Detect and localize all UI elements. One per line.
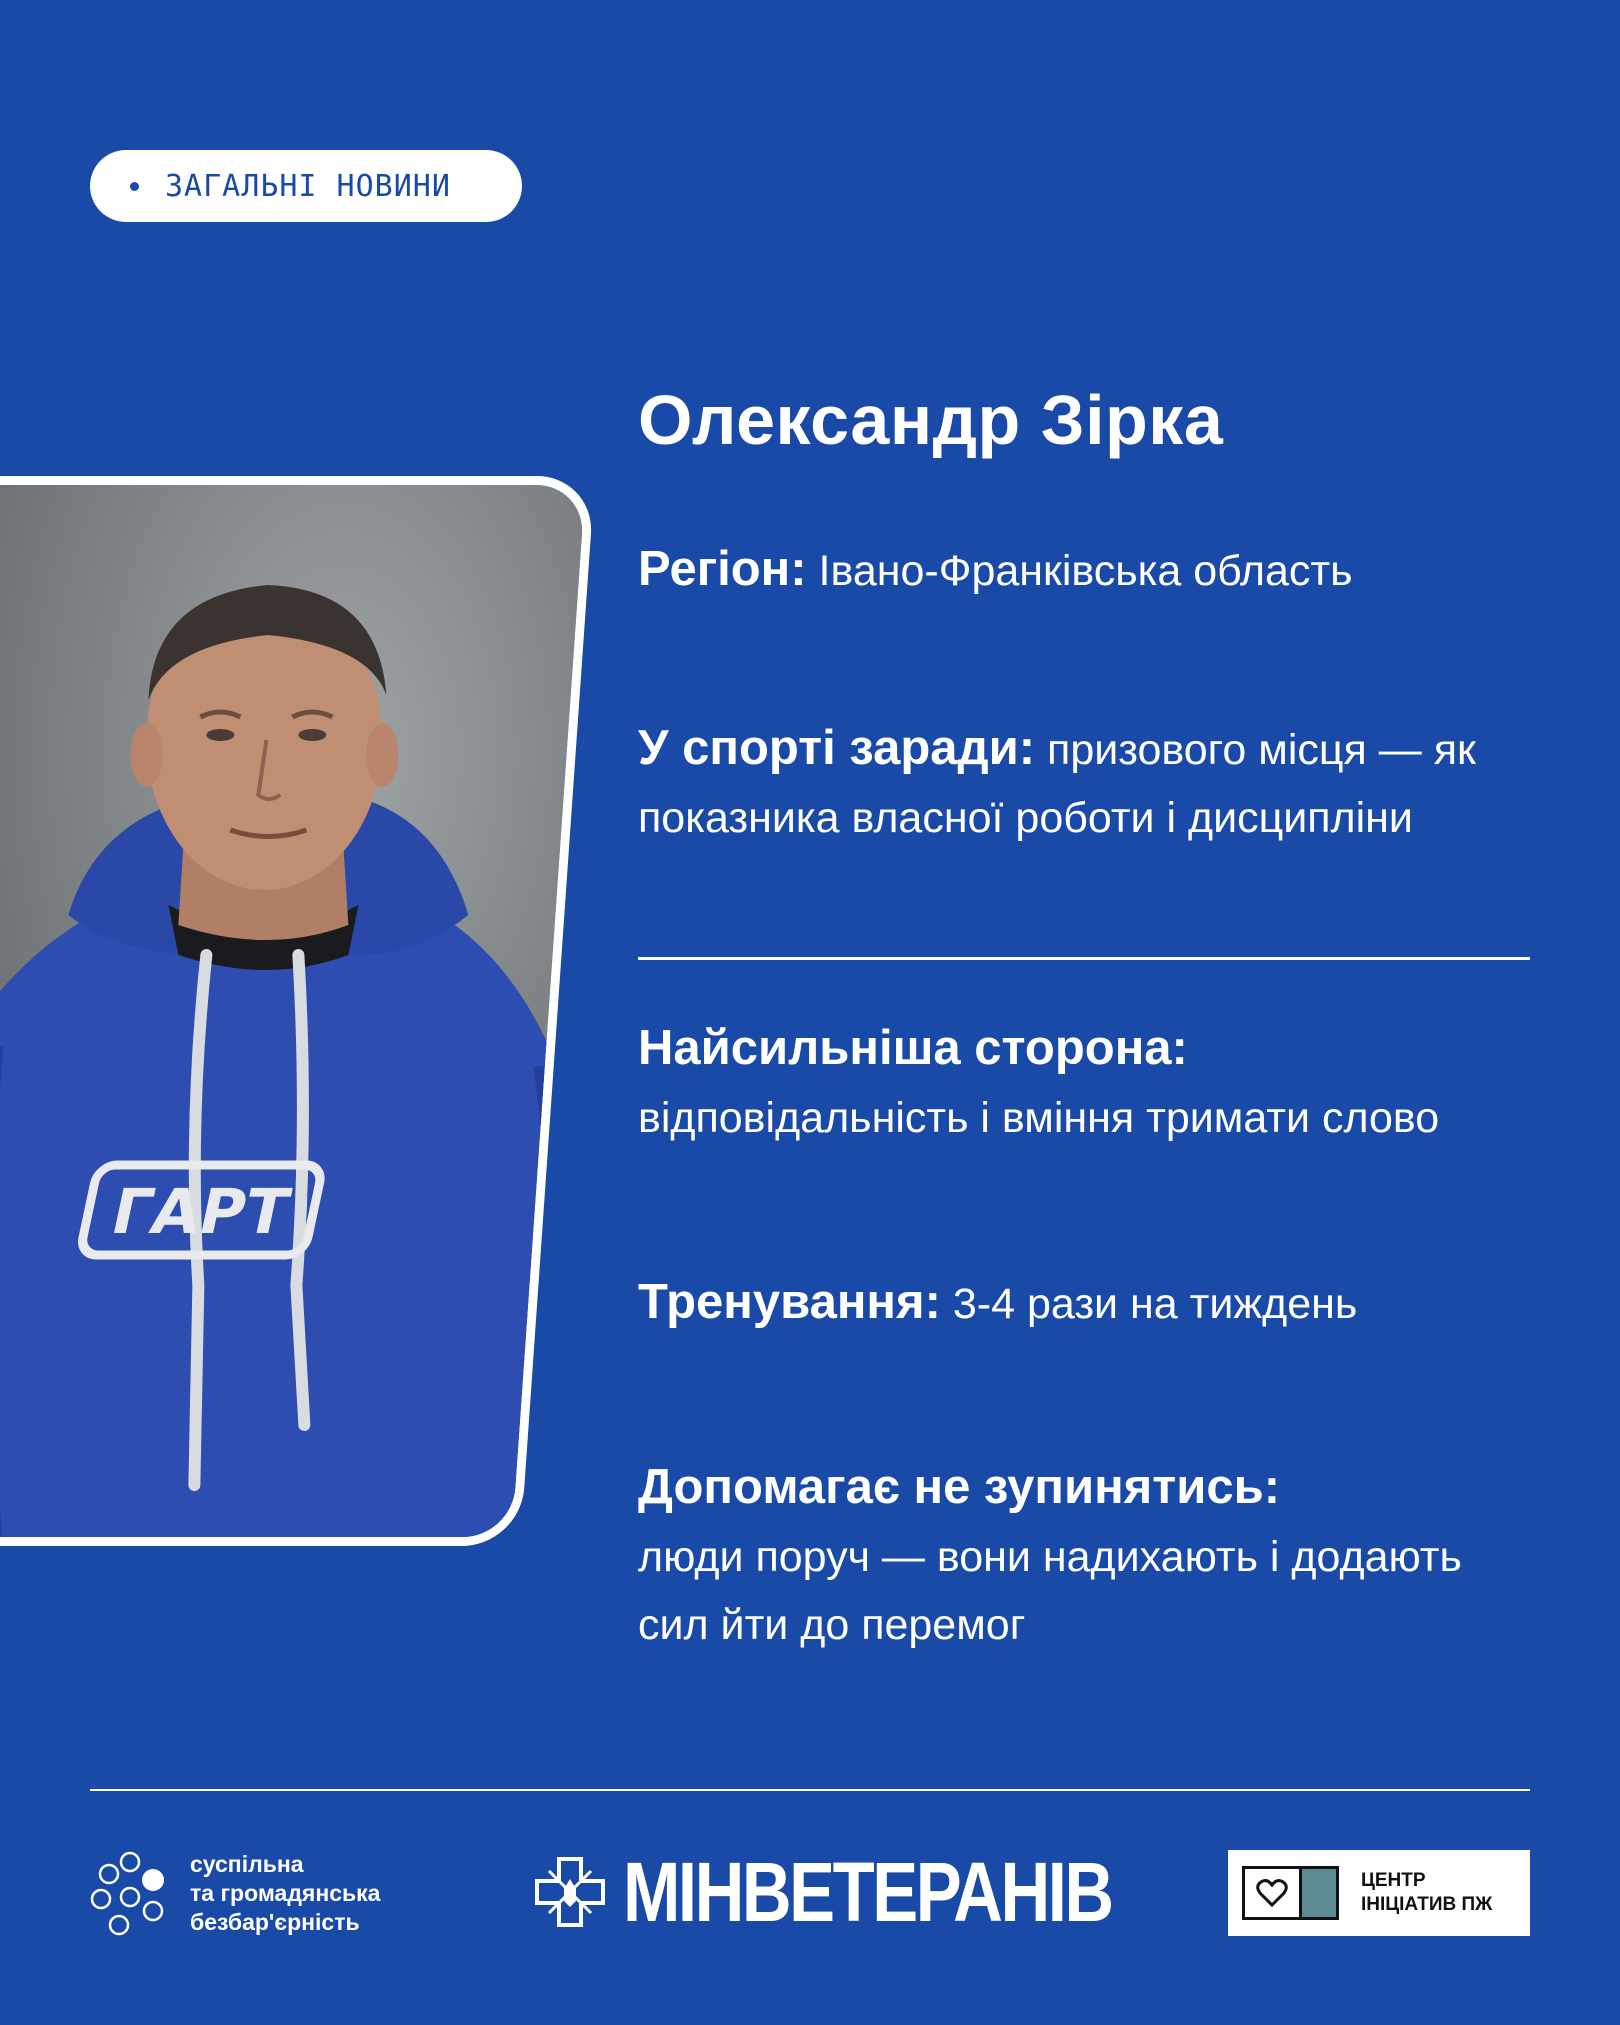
keeps-going-block bbox=[638, 1453, 1538, 1659]
sport-for-value: призового місця — як показника власної роботи і дисципліни bbox=[638, 726, 1476, 842]
footer-divider bbox=[90, 1789, 1530, 1791]
ministry-logo bbox=[535, 1845, 1219, 1939]
region-value: Івано-Франківська область bbox=[818, 547, 1353, 595]
keeps-going-label: Допомагає не зупинятись: bbox=[638, 1460, 1281, 1514]
portrait-illustration bbox=[0, 485, 595, 1546]
training-block bbox=[638, 1268, 1538, 1338]
initiatives-line2: ІНІЦІАТИВ ПЖ bbox=[1361, 1894, 1493, 1915]
region-block bbox=[638, 535, 1538, 605]
category-tag-label: ЗАГАЛЬНІ НОВИНИ bbox=[165, 168, 451, 204]
region-label: Регіон: bbox=[638, 542, 807, 596]
barrier-free-line1: суспільна bbox=[190, 1851, 304, 1877]
hoodie-print: ГАРТ bbox=[105, 1175, 296, 1248]
initiatives-center-logo bbox=[1228, 1850, 1530, 1936]
heart-icon bbox=[1256, 1878, 1288, 1908]
sport-for-label: У спорті заради: bbox=[638, 721, 1036, 775]
barrier-free-logo bbox=[90, 1850, 380, 1937]
sport-for-block bbox=[638, 714, 1538, 852]
circles-logo-icon bbox=[90, 1851, 170, 1937]
barrier-free-line3: безбар'єрність bbox=[190, 1909, 360, 1935]
training-value: 3-4 рази на тиждень bbox=[952, 1280, 1358, 1328]
keeps-going-value: люди поруч — вони надихають і додають сил йти до перемог bbox=[638, 1533, 1462, 1649]
category-tag bbox=[90, 150, 522, 222]
training-label: Тренування: bbox=[638, 1275, 941, 1329]
portrait-photo bbox=[0, 476, 595, 1546]
bullet-dot-icon bbox=[130, 182, 139, 191]
barrier-free-line2: та громадянська bbox=[190, 1880, 381, 1906]
person-name: Олександр Зірка bbox=[638, 381, 1224, 459]
section-divider bbox=[638, 957, 1530, 960]
strongest-label: Найсильніша сторона: bbox=[638, 1021, 1188, 1075]
ministry-logo-text: МІНВЕТЕРАНІВ bbox=[623, 1845, 1112, 1939]
initiatives-line1: ЦЕНТР bbox=[1361, 1870, 1426, 1891]
strongest-block bbox=[638, 1014, 1538, 1152]
ministry-cross-emblem-icon bbox=[535, 1857, 605, 1927]
strongest-value: відповідальність і вміння тримати слово bbox=[638, 1094, 1440, 1142]
